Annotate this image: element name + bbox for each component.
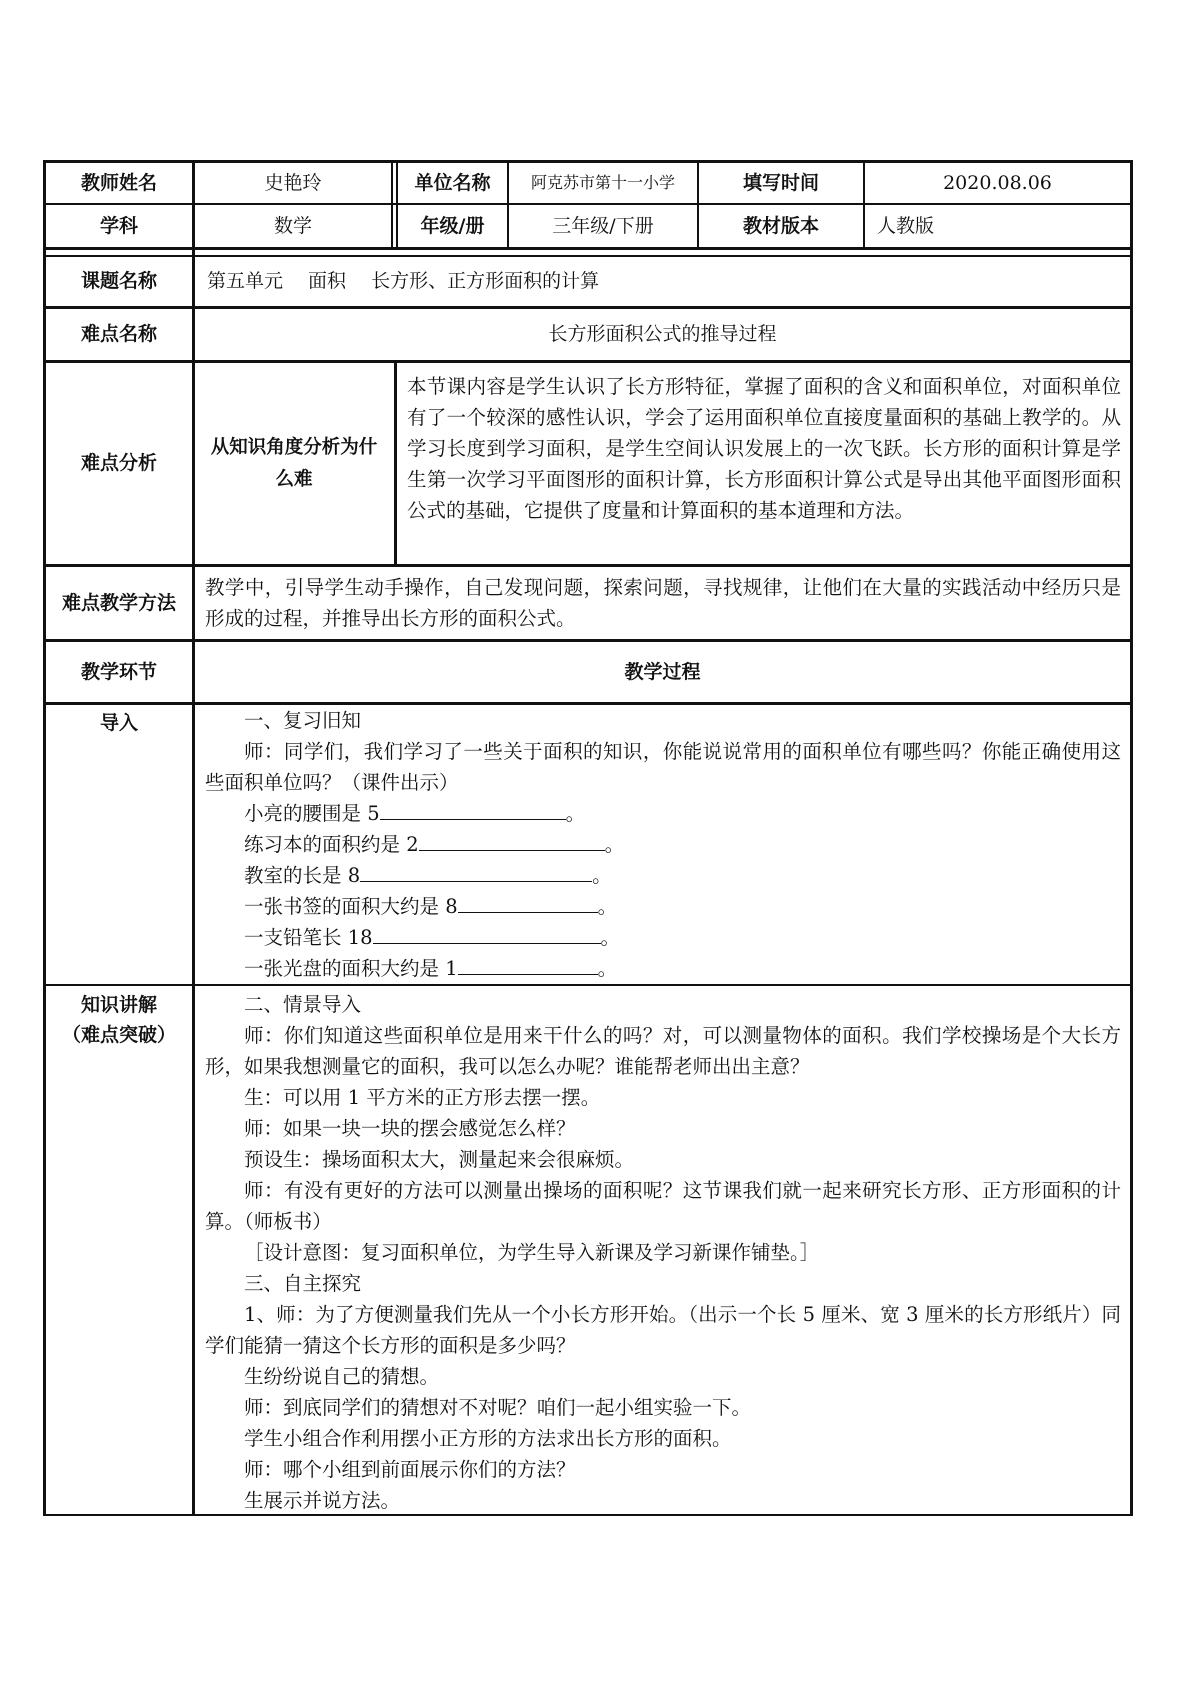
knowledge-line: 二、情景导入 — [244, 993, 362, 1016]
intro-heading: 一、复习旧知 — [244, 709, 362, 732]
stage-label: 教学环节 — [80, 660, 157, 683]
review-item: 一张光盘的面积大约是 1 。 — [244, 957, 618, 980]
knowledge-line: 师：如果一块一块的摆会感觉怎么样？ — [244, 1117, 576, 1140]
answer-blank[interactable] — [458, 956, 598, 975]
intro-section — [205, 705, 1121, 984]
difficulty-value: 长方形面积公式的推导过程 — [548, 323, 777, 346]
process-label: 教学过程 — [624, 660, 701, 683]
knowledge-line: 师：你们知道这些面积单位是用来干什么的吗？对，可以测量物体的面积。我们学校操场是个大长方形，如果我想测量它的面积，我可以怎么办呢？谁能帮老师出出主意？ — [205, 1024, 1121, 1078]
grade-value: 三年级/下册 — [552, 214, 654, 237]
subject-label: 学科 — [99, 214, 138, 237]
review-item: 一张书签的面积大约是 8 。 — [244, 895, 618, 918]
answer-blank[interactable] — [373, 925, 601, 944]
knowledge-line: 生纷纷说自己的猜想。 — [244, 1365, 440, 1388]
unit-name-value: 阿克苏市第十一小学 — [530, 172, 675, 192]
knowledge-line: ［设计意图：复习面积单位，为学生导入新课及学习新课作铺垫。］ — [244, 1241, 820, 1264]
intro-label: 导入 — [99, 712, 138, 734]
method-text: 教学中，引导学生动手操作，自己发现问题，探索问题，寻找规律，让他们在大量的实践活动中经历只是形成的过程，并推导出长方形的面积公式。 — [205, 576, 1121, 630]
answer-blank[interactable] — [360, 863, 592, 882]
analysis-sub-label: 从知识角度分析为什么难 — [210, 436, 378, 490]
knowledge-line: 师：有没有更好的方法可以测量出操场的面积呢？这节课我们就一起来研究长方形、正方形面积的计算。（师板书） — [205, 1179, 1121, 1233]
analysis-text: 本节课内容是学生认识了长方形特征，掌握了面积的含义和面积单位，对面积单位有了一个较深的感性认识，学会了运用面积单位直接度量面积的基础上教学的。从学习长度到学习面积，是学生空间认识发展上的一次飞跃。长方形的面积计算是学生第一次学习平面图形的面积计算，长方形面积计算公式是导出其他平面图形面积公式的基础，它提供了度量和计算面积的基本道理和方法。 — [407, 375, 1121, 522]
knowledge-line: 生：可以用 1 平方米的正方形去摆一摆。 — [244, 1086, 601, 1109]
knowledge-label — [46, 990, 192, 1050]
knowledge-label-line1: 知识讲解 — [80, 994, 157, 1016]
teacher-name-label: 教师姓名 — [80, 171, 157, 194]
topic-label: 课题名称 — [80, 270, 157, 293]
grade-label: 年级/册 — [420, 214, 485, 237]
knowledge-line: 三、自主探究 — [244, 1272, 362, 1295]
subject-value: 数学 — [273, 214, 312, 237]
knowledge-line: 学生小组合作利用摆小正方形的方法求出长方形的面积。 — [244, 1427, 732, 1450]
knowledge-label-line2: （难点突破） — [61, 1024, 176, 1046]
unit-name-label: 单位名称 — [414, 171, 491, 194]
knowledge-line: 预设生：操场面积太大，测量起来会很麻烦。 — [244, 1148, 635, 1171]
answer-blank[interactable] — [419, 832, 605, 851]
analysis-label: 难点分析 — [80, 452, 157, 475]
topic-value: 第五单元 面积 长方形、正方形面积的计算 — [207, 270, 600, 293]
intro-question: 师：同学们，我们学习了一些关于面积的知识，你能说说常用的面积单位有哪些吗？你能正确使用这些面积单位吗？（课件出示） — [205, 740, 1121, 794]
review-item: 一支铅笔长 18 。 — [244, 926, 621, 949]
fill-time-label: 填写时间 — [742, 171, 819, 194]
answer-blank[interactable] — [458, 894, 598, 913]
difficulty-label: 难点名称 — [80, 323, 157, 346]
review-item: 教室的长是 8 。 — [244, 864, 612, 887]
knowledge-line: 师：到底同学们的猜想对不对呢？咱们一起小组实验一下。 — [244, 1396, 752, 1419]
knowledge-section — [205, 989, 1121, 1516]
knowledge-line: 师：哪个小组到前面展示你们的方法？ — [244, 1458, 576, 1481]
knowledge-line: 1、师：为了方便测量我们先从一个小长方形开始。（出示一个长 5 厘米、宽 3 厘米的长方形纸片）同学们能猜一猜这个长方形的面积是多少吗？ — [205, 1303, 1121, 1357]
teacher-name-value: 史艳玲 — [264, 171, 322, 194]
knowledge-line: 生展示并说方法。 — [244, 1489, 401, 1512]
review-item: 小亮的腰围是 5 。 — [244, 802, 586, 825]
answer-blank[interactable] — [380, 801, 566, 820]
edition-label: 教材版本 — [742, 214, 819, 237]
fill-time-value: 2020.08.06 — [943, 171, 1052, 194]
review-item: 练习本的面积约是 2 。 — [244, 833, 625, 856]
method-label: 难点教学方法 — [61, 591, 176, 614]
edition-value: 人教版 — [877, 214, 935, 237]
